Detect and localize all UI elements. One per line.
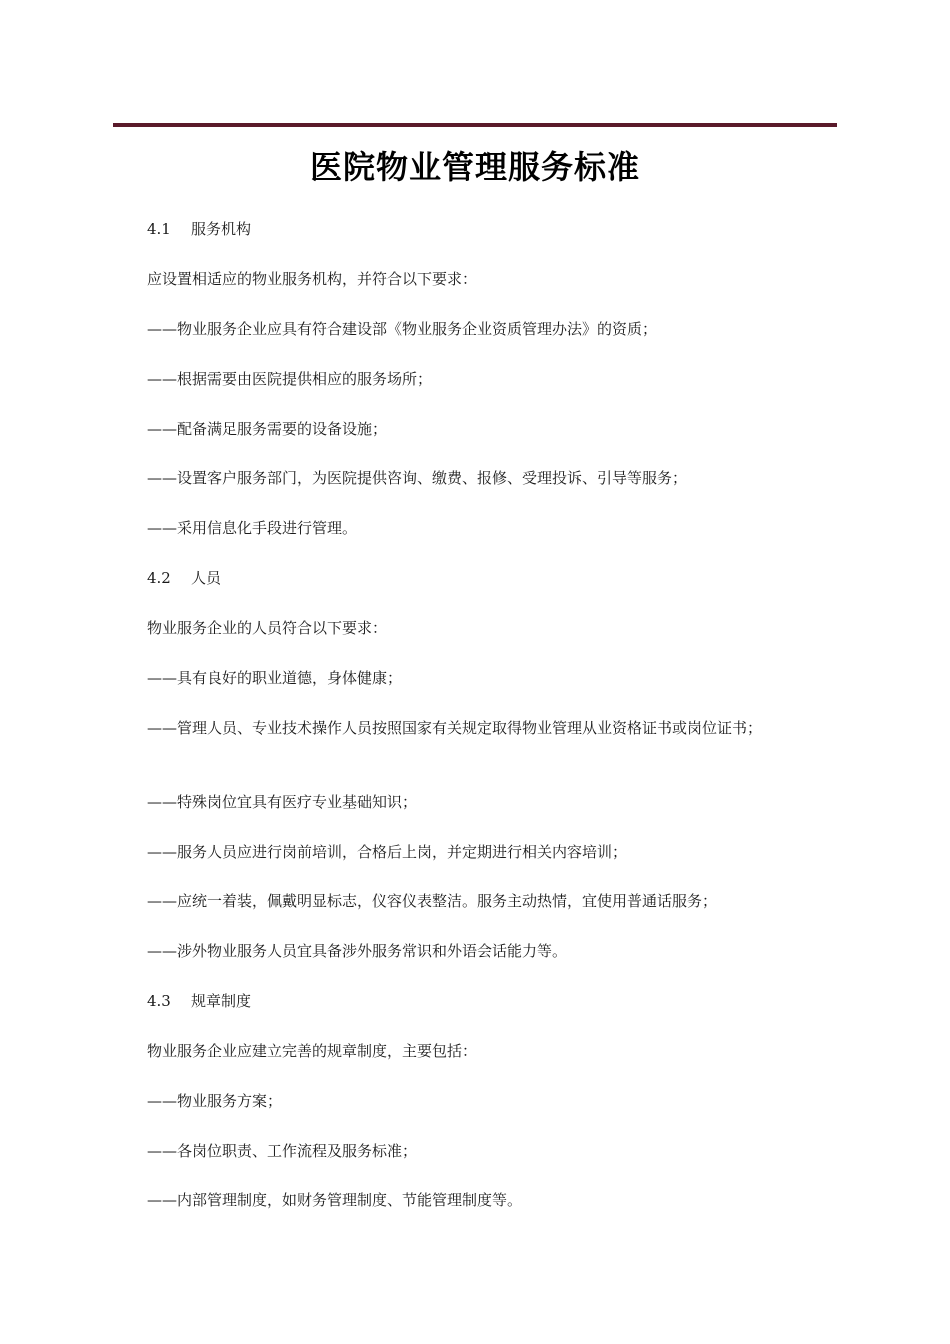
section-heading-4-2 (147, 567, 221, 589)
section-title: 规章制度 (191, 992, 252, 1010)
list-item: ——各岗位职责、工作流程及服务标准； (147, 1142, 418, 1160)
list-item: ——特殊岗位宜具有医疗专业基础知识； (147, 793, 418, 811)
list-item: ——具有良好的职业道德，身体健康； (147, 669, 403, 687)
section-heading-4-3 (147, 990, 251, 1012)
list-item: ——涉外物业服务人员宜具备涉外服务常识和外语会话能力等。 (147, 942, 568, 960)
section-intro: 应设置相适应的物业服务机构，并符合以下要求： (147, 270, 478, 288)
list-item: ——内部管理制度，如财务管理制度、节能管理制度等。 (147, 1191, 523, 1209)
list-item: ——应统一着装，佩戴明显标志，仪容仪表整洁。服务主动热情，宜使用普通话服务； (147, 892, 718, 910)
list-item: ——根据需要由医院提供相应的服务场所； (147, 370, 433, 388)
top-rule (113, 123, 837, 127)
section-heading-4-1 (147, 218, 251, 240)
section-number: 4.2 (147, 569, 171, 587)
list-item: ——物业服务企业应具有符合建设部《物业服务企业资质管理办法》的资质； (147, 320, 658, 338)
section-number: 4.3 (147, 992, 171, 1010)
section-intro: 物业服务企业的人员符合以下要求： (147, 619, 388, 637)
list-item: ——管理人员、专业技术操作人员按照国家有关规定取得物业管理从业资格证书或岗位证书； (147, 719, 763, 737)
section-title: 服务机构 (191, 220, 252, 238)
section-title: 人员 (191, 569, 222, 587)
document-title: 医院物业管理服务标准 (309, 148, 640, 186)
list-item: ——服务人员应进行岗前培训，合格后上岗，并定期进行相关内容培训； (147, 843, 628, 861)
list-item: ——配备满足服务需要的设备设施； (147, 420, 388, 438)
list-item: ——采用信息化手段进行管理。 (147, 519, 358, 537)
section-intro: 物业服务企业应建立完善的规章制度，主要包括： (147, 1042, 478, 1060)
section-number: 4.1 (147, 220, 171, 238)
list-item: ——物业服务方案； (147, 1092, 283, 1110)
list-item: ——设置客户服务部门，为医院提供咨询、缴费、报修、受理投诉、引导等服务； (147, 469, 688, 487)
